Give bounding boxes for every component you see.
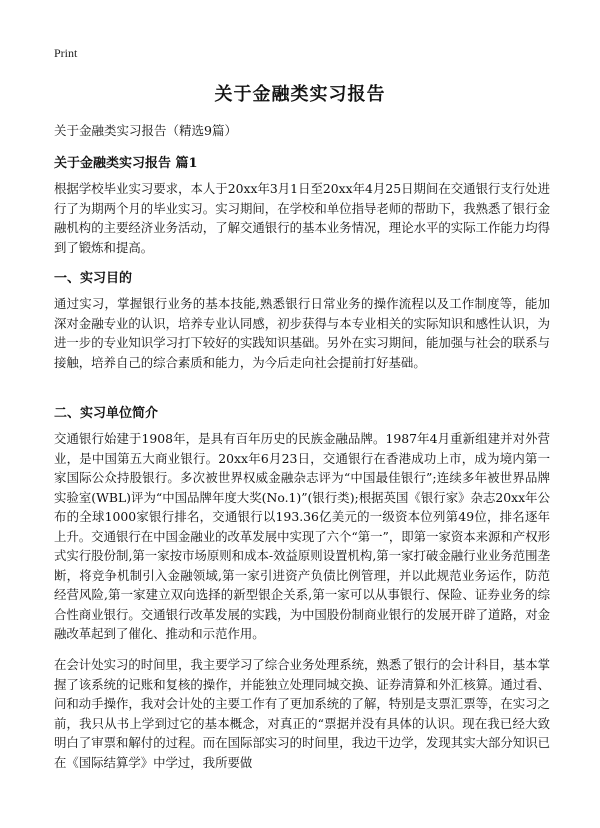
article-title: 关于金融类实习报告 篇1: [54, 156, 198, 171]
page-title: 关于金融类实习报告: [214, 84, 386, 105]
print-link[interactable]: Print: [54, 46, 78, 60]
section-heading-purpose: 一、实习目的: [54, 271, 133, 286]
intro-paragraph: 根据学校毕业实习要求，本人于20xx年3月1日至20xx年4月25日期间在交通银行支行处进行了为期两个月的毕业实习。实习期间，在学校和单位指导老师的帮助下，我熟悉了银行金融机构的主要经济业务活动，了解交通银行的基本业务情况，理论水平的实际工作能力均得到了锻炼和提高。: [54, 181, 550, 255]
accounting-paragraph: 在会计处实习的时间里，我主要学习了综合业务处理系统，熟悉了银行的会计科目，基本掌握了该系统的记账和复核的操作，并能独立处理同城交换、证券清算和外汇核算。通过看、问和动手操作，我对会计处的主要工作有了更加系统的了解，特别是支票汇票等，在实习之前，我只从书上学到过它的基本概念，对真正的“票据并没有具体的认识。现在我已经大致明白了审票和解付的过程。而在国际部实习的时间里，我边干边学，发现其实大部分知识已在《国际结算学》中学过，我所要做: [54, 657, 550, 770]
purpose-paragraph: 通过实习，掌握银行业务的基本技能,熟悉银行日常业务的操作流程以及工作制度等，能加深对金融专业的认识，培养专业认同感，初步获得与本专业相关的实际知识和感性认识，为进一步的专业知识学习打下较好的实践知识基础。另外在实习期间，能加强与社会的联系与接触，培养自己的综合素质和能力，为今后走向社会提前打好基础。: [54, 296, 550, 370]
page-subtitle: 关于金融类实习报告（精选9篇）: [54, 123, 237, 138]
section-heading-unit: 二、实习单位简介: [54, 406, 159, 421]
unit-paragraph: 交通银行始建于1908年，是具有百年历史的民族金融品牌。1987年4月重新组建并对外营业，是中国第五大商业银行。20xx年6月23日，交通银行在香港成功上市，成为境内第一家国际公众持股银行。多次被世界权威金融杂志评为“中国最佳银行”;连续多年被世界品牌实验室(WBL)评为“中国品牌年度大奖(No.1)”(银行类);根据英国《银行家》杂志20xx年公布的全球1000家银行排名，交通银行以193.36亿美元的一级资本位列第49位，排名逐年上升。交通银行在中国金融业的改革发展中实现了六个“第一”，即第一家资本来源和产权形式实行股份制,第一家按市场原则和成本-效益原则设置机构,第一家打破金融行业业务范围垄断，将竞争机制引入金融领域,第一家引进资产负债比例管理，并以此规范业务运作，防范经营风险,第一家建立双向选择的新型银企关系,第一家可以从事银行、保险、证券业务的综合性商业银行。交通银行改革发展的实践，为中国股份制商业银行的发展开辟了道路，对金融改革起到了催化、推动和示范作用。: [54, 431, 550, 641]
